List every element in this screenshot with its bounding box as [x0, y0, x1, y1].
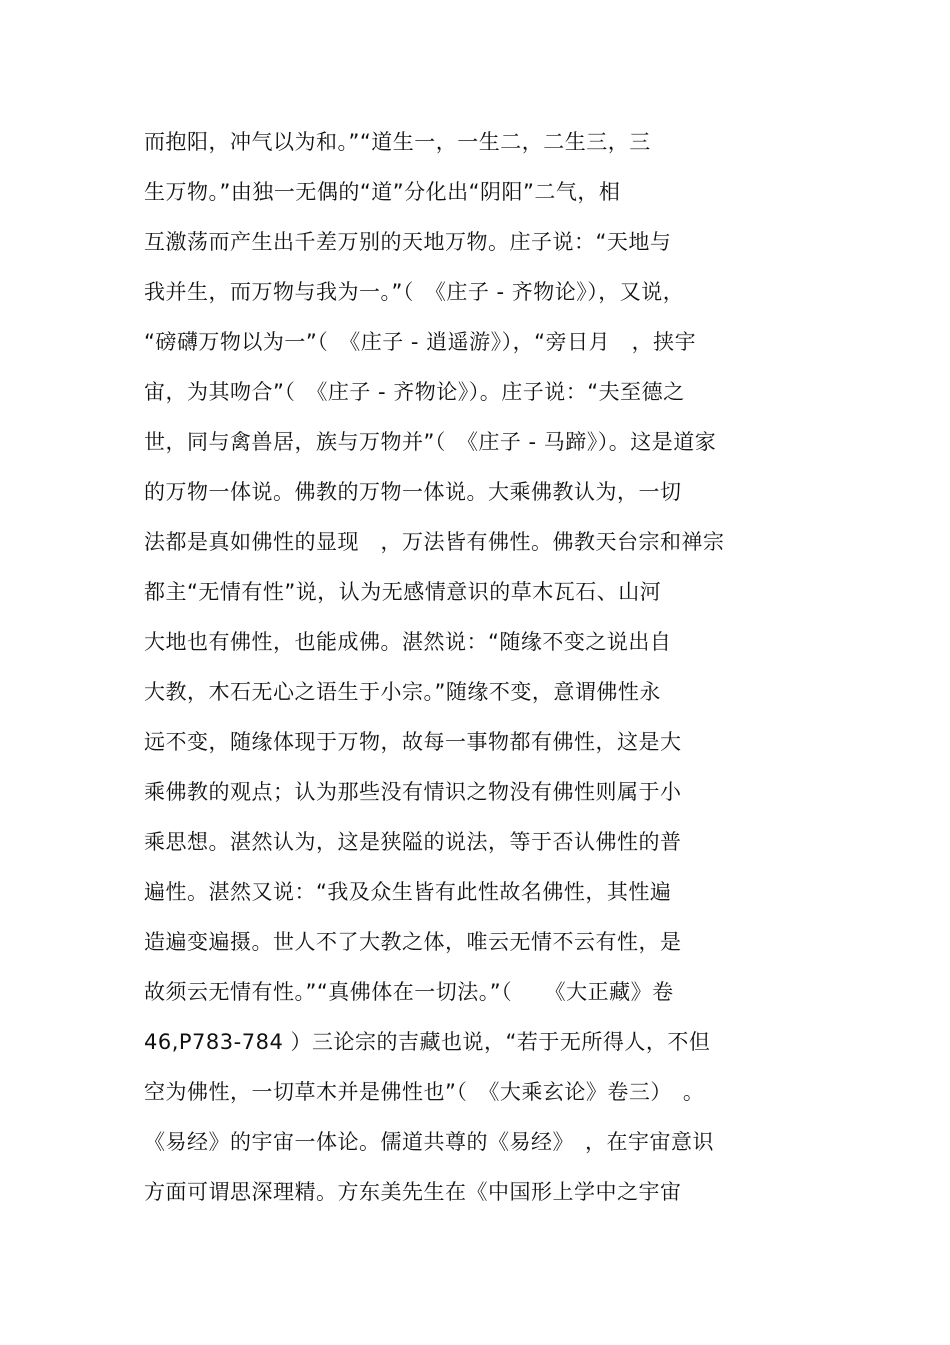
text-line: 我并生，而万物与我为一。”（ 《庄子 - 齐物论》），又说，: [144, 280, 685, 304]
text-line: 远不变，随缘体现于万物，故每一事物都有佛性，这是大: [144, 730, 682, 754]
text-line: 生万物。”由独一无偶的“道”分化出“阴阳”二气，相: [144, 180, 621, 204]
text-line: “磅礴万物以为一”（ 《庄子 - 逍遥游》），“旁日月 ，挟宇: [144, 330, 697, 354]
text-line: 遍性。湛然又说：“我及众生皆有此性故名佛性，其性遍: [144, 880, 672, 904]
text-line: 乘佛教的观点；认为那些没有情识之物没有佛性则属于小: [144, 780, 682, 804]
text-line: 的万物一体说。佛教的万物一体说。大乘佛教认为，一切: [144, 480, 682, 504]
text-line: 《易经》的宇宙一体论。儒道共尊的《易经》 ，在宇宙意识: [144, 1130, 714, 1154]
text-line: 故须云无情有性。”“真佛体在一切法。”（ 《大正藏》卷: [144, 980, 674, 1004]
text-line: 而抱阳，冲气以为和。”“道生一，一生二，二生三，三: [144, 130, 651, 154]
text-line: 方面可谓思深理精。方东美先生在《中国形上学中之宇宙: [144, 1180, 682, 1204]
text-line: 世，同与禽兽居，族与万物并”（ 《庄子 - 马蹄》）。这是道家: [144, 430, 717, 454]
text-line: 互激荡而产生出千差万别的天地万物。庄子说：“天地与: [144, 230, 672, 254]
text-line: 大教，木石无心之语生于小宗。”随缘不变，意谓佛性永: [144, 680, 661, 704]
text-line: 都主“无情有性”说，认为无感情意识的草木瓦石、山河: [144, 580, 662, 604]
text-line: 空为佛性，一切草木并是佛性也”（ 《大乘玄论》卷三） 。: [144, 1080, 705, 1104]
text-line: 大地也有佛性，也能成佛。湛然说：“随缘不变之说出自: [144, 630, 672, 654]
text-line: 46,P783-784 ）三论宗的吉藏也说，“若于无所得人，不但: [144, 1030, 711, 1054]
text-line: 宙，为其吻合”（ 《庄子 - 齐物论》）。庄子说：“夫至德之: [144, 380, 685, 404]
text-line: 造遍变遍摄。世人不了大教之体，唯云无情不云有性，是: [144, 930, 682, 954]
text-line: 法都是真如佛性的显现 ，万法皆有佛性。佛教天台宗和禅宗: [144, 530, 725, 554]
body-text: [144, 122, 844, 1222]
text-line: 乘思想。湛然认为，这是狭隘的说法，等于否认佛性的普: [144, 830, 682, 854]
